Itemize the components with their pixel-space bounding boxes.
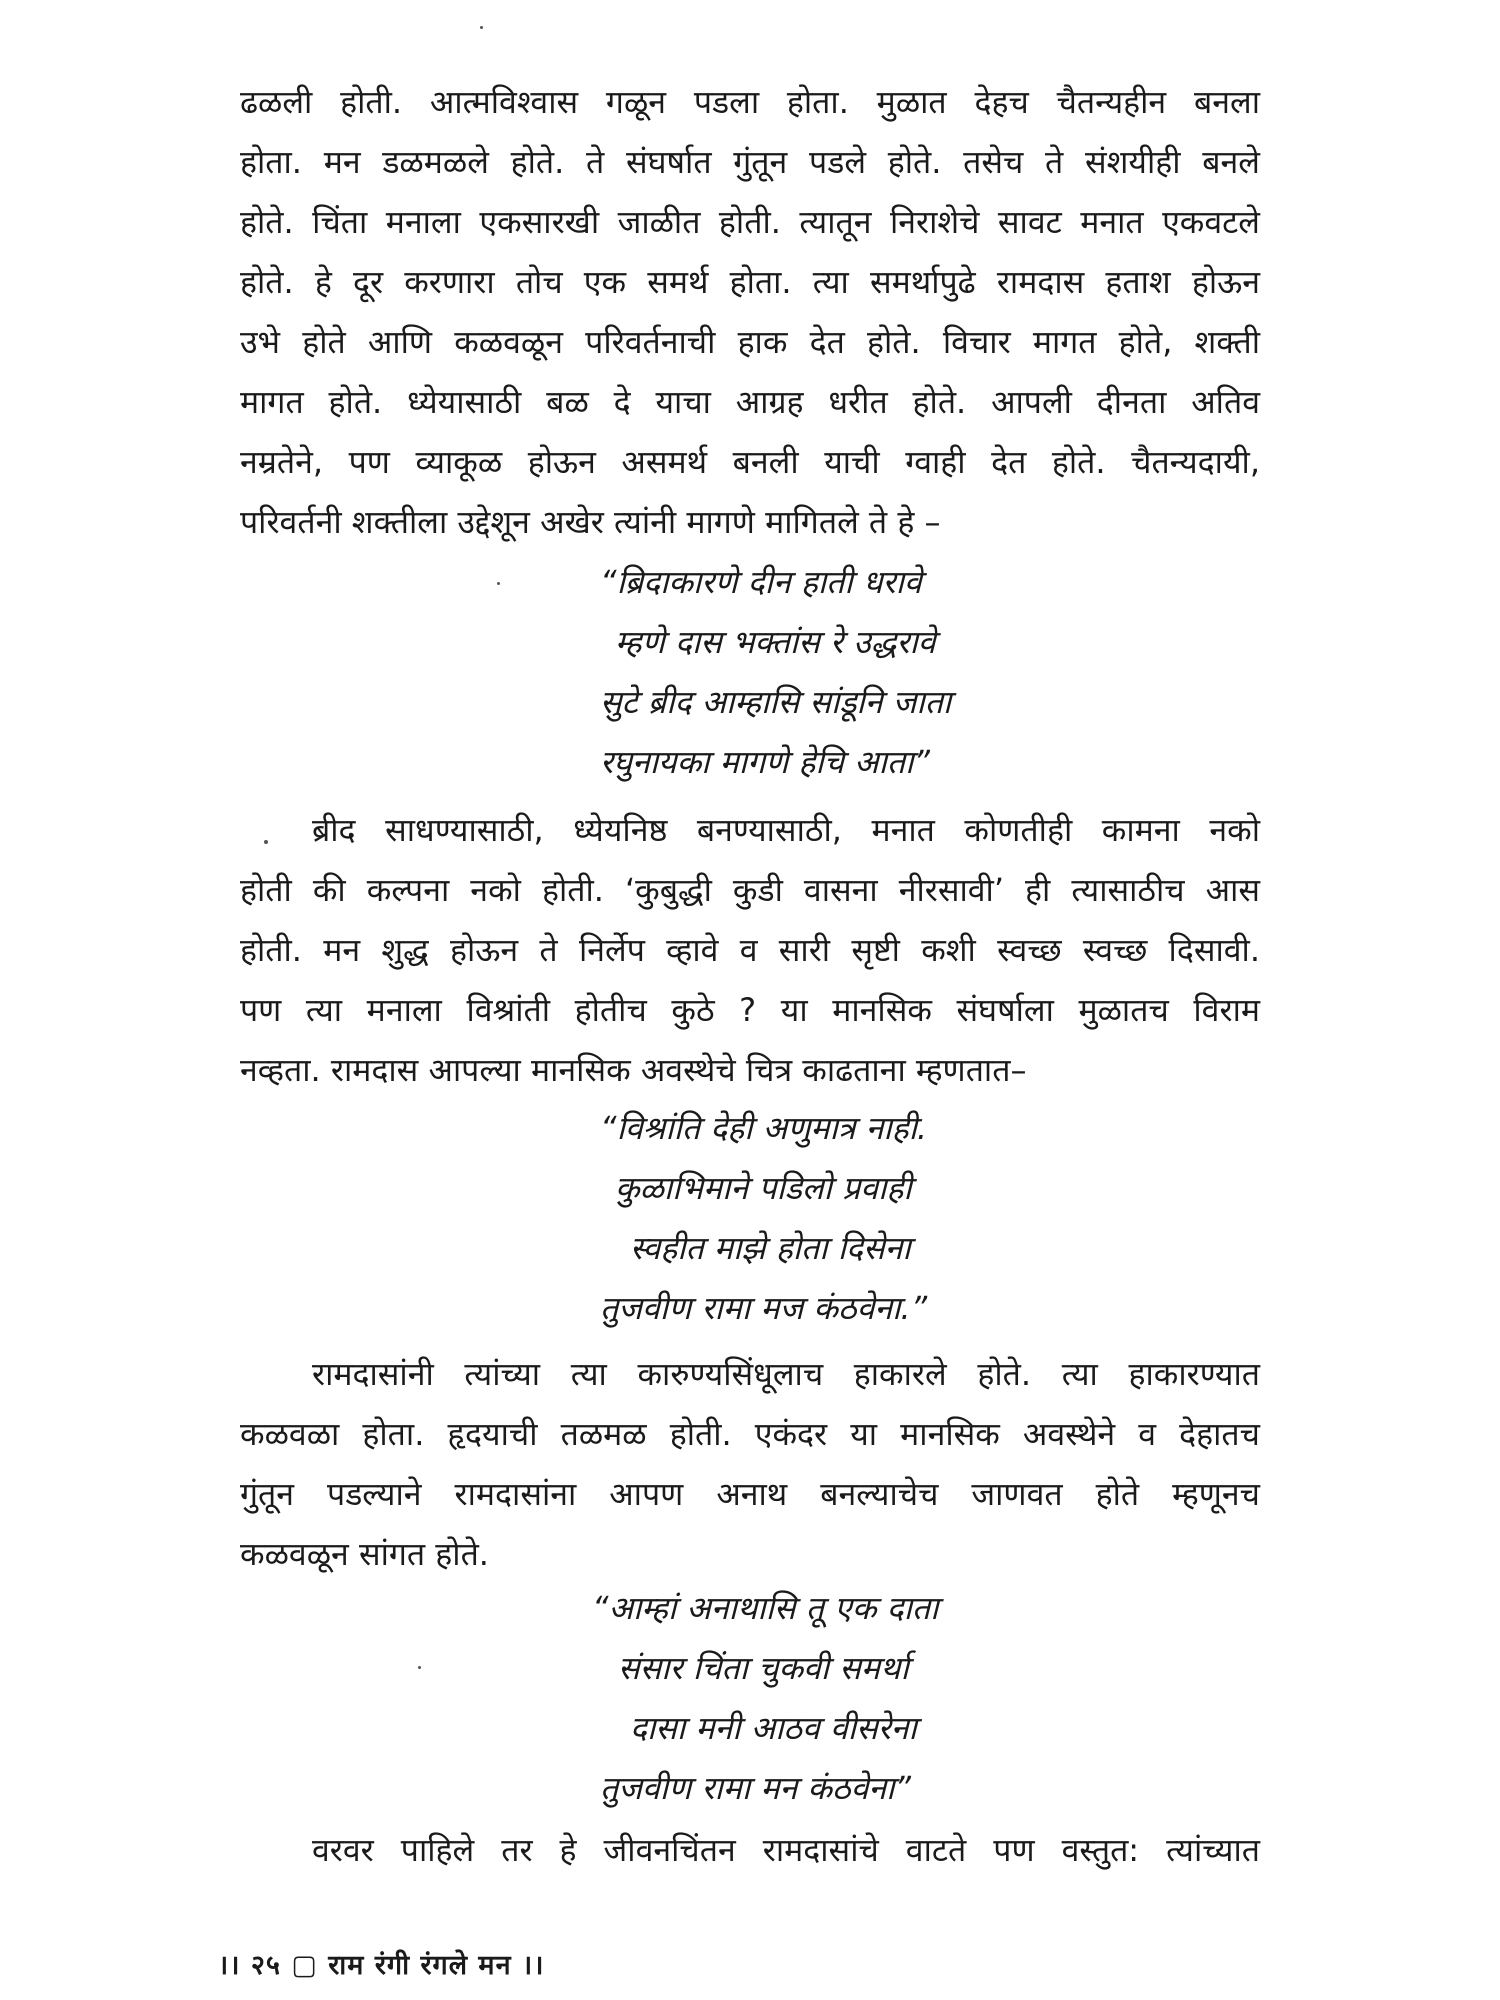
text-line: होते. हे दूर करणारा तोच एक समर्थ होता. त्या समर्थापुढे रामदास हताश होऊन [240,263,1260,301]
text-line: नव्हता. रामदास आपल्या मानसिक अवस्थेचे चित्र काढताना म्हणतात– [240,1051,1027,1089]
paragraph-4 [240,1820,1260,1880]
verse-line: म्हणे दास भक्तांस रे उद्धरावे [615,623,936,661]
scan-speck [497,582,500,585]
text-line: कळवळून सांगत होते. [240,1535,489,1573]
verse-line: स्वहीत माझे होता दिसेना [630,1229,911,1267]
paragraph-2 [240,800,1260,1100]
text-line: वरवर पाहिले तर हे जीवनचिंतन रामदासांचे वाटते पण वस्तुत: त्यांच्यात [312,1831,1260,1869]
page-footer: ।। २५ ▢ राम रंगी रंगले मन ।। [218,1950,545,1981]
text-line: ढळली होती. आत्मविश्वास गळून पडला होता. मुळात देहच चैतन्यहीन बनला [240,83,1260,121]
verse-line: दासा मनी आठव वीसरेना [630,1709,917,1747]
scan-speck [418,1666,421,1669]
text-line: ब्रीद साधण्यासाठी, ध्येयनिष्ठ बनण्यासाठी, मनात कोणतीही कामना नको [312,811,1260,849]
verse-line: “विश्रांति देही अणुमात्र नाही. [600,1109,928,1147]
verse-line: तुजवीण रामा मन कंठवेना” [600,1769,911,1807]
text-line: मागत होते. ध्येयासाठी बळ दे याचा आग्रह धरीत होते. आपली दीनता अतिव [240,383,1260,421]
text-line: पण त्या मनाला विश्रांती होतीच कुठे ? या मानसिक संघर्षाला मुळातच विराम [240,991,1260,1029]
verse-line: संसार चिंता चुकवी समर्था [618,1649,909,1687]
verse-line: कुळाभिमाने पडिलो प्रवाही [615,1169,912,1207]
verse-line: “आम्हां अनाथासि तू एक दाता [592,1589,939,1627]
verse-line: तुजवीण रामा मज कंठवेना.” [600,1289,928,1327]
scan-speck [480,26,483,29]
paragraph-1 [240,72,1260,552]
scan-speck [264,840,268,844]
text-line: गुंतून पडल्याने रामदासांना आपण अनाथ बनल्याचेच जाणवत होते म्हणूनच [240,1475,1260,1513]
text-line: रामदासांनी त्यांच्या त्या कारुण्यसिंधूलाच हाकारले होते. त्या हाकारण्यात [312,1355,1260,1393]
text-line: नम्रतेने, पण व्याकूळ होऊन असमर्थ बनली याची ग्वाही देत होते. चैतन्यदायी, [240,443,1260,481]
text-line: कळवळा होता. हृदयाची तळमळ होती. एकंदर या मानसिक अवस्थेने व देहातच [240,1415,1260,1453]
text-line: परिवर्तनी शक्तीला उद्देशून अखेर त्यांनी मागणे मागितले ते हे – [240,503,941,541]
verse-line: सुटे ब्रीद आम्हासि सांडूनि जाता [600,683,952,721]
text-line: होती की कल्पना नको होती. ‘कुबुद्धी कुडी वासना नीरसावी’ ही त्यासाठीच आस [240,871,1260,909]
text-line: होते. चिंता मनाला एकसारखी जाळीत होती. त्यातून निराशेचे सावट मनात एकवटले [240,203,1260,241]
verse-line: रघुनायका मागणे हेचि आता” [600,743,930,781]
text-line: होती. मन शुद्ध होऊन ते निर्लेप व्हावे व सारी सृष्टी कशी स्वच्छ स्वच्छ दिसावी. [240,931,1260,969]
text-line: उभे होते आणि कळवळून परिवर्तनाची हाक देत होते. विचार मागत होते, शक्ती [240,323,1260,361]
paragraph-3 [240,1344,1260,1584]
text-line: होता. मन डळमळले होते. ते संघर्षात गुंतून पडले होते. तसेच ते संशयीही बनले [240,143,1260,181]
verse-line: “ब्रिदाकारणे दीन हाती धरावे [600,563,922,601]
